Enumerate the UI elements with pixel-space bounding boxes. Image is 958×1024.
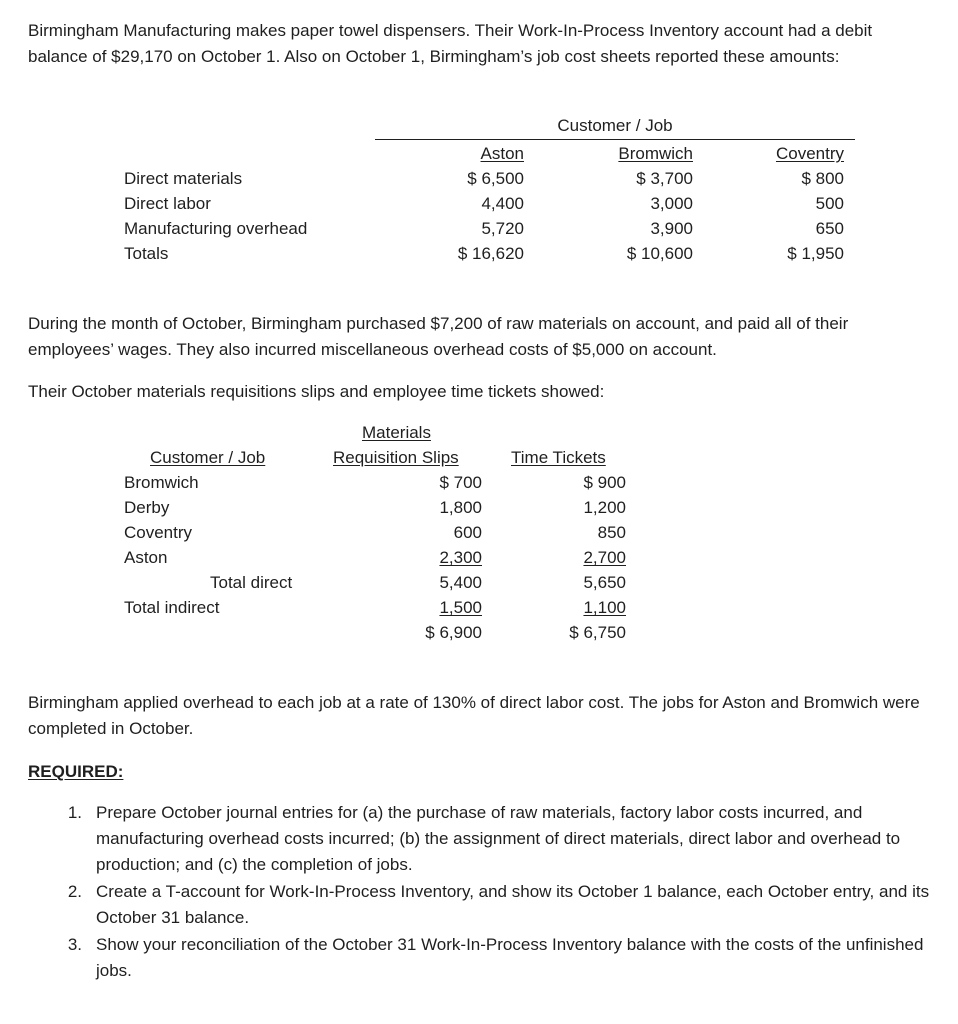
col-header-requisition-slips: Requisition Slips (333, 448, 459, 467)
col-header-customer-job: Customer / Job (150, 448, 266, 467)
required-list (52, 800, 932, 985)
row-label-bromwich: Bromwich (124, 473, 199, 492)
col-header-bromwich: Bromwich (618, 144, 693, 163)
cell-value: 3,900 (650, 219, 693, 238)
cell-value: 5,720 (481, 219, 524, 238)
row-label-direct-labor: Direct labor (124, 194, 211, 213)
col-header-aston: Aston (480, 144, 524, 163)
col-header-coventry: Coventry (775, 144, 844, 163)
row-label-manufacturing-overhead: Manufacturing overhead (124, 219, 308, 238)
row-label-total-indirect: Total indirect (124, 598, 220, 617)
materials-cell: 2,300 (439, 548, 482, 567)
list-item (52, 879, 932, 931)
intro-paragraph: Birmingham Manufacturing makes paper towel dispensers. Their Work-In-Process Inventory account had a debit balance of $29,170 on October 1. Also on October 1, Birmingham’s job cost sheets reported these amounts: (28, 21, 873, 66)
materials-cell: 5,400 (439, 573, 482, 592)
cell-value: 650 (815, 219, 844, 238)
col-header-materials: Materials (362, 423, 431, 442)
time-cell: 1,100 (583, 598, 626, 617)
item-number: 2. (67, 882, 82, 901)
col-header-time-tickets: Time Tickets (511, 448, 606, 467)
list-item (52, 800, 932, 878)
materials-cell: 600 (453, 523, 482, 542)
materials-grand-total: $ 6,900 (425, 623, 482, 642)
requisitions-intro: Their October materials requisitions slips and employee time tickets showed: (28, 382, 605, 401)
time-cell: 850 (597, 523, 626, 542)
item-text: Create a T-account for Work-In-Process Inventory, and show its October 1 balance, each October entry, and its October 31 balance. (96, 882, 930, 927)
materials-cell: 1,500 (439, 598, 482, 617)
item-text: Show your reconciliation of the October 31 Work-In-Process Inventory balance with the costs of the unfinished jobs. (96, 935, 924, 980)
row-label-total-direct: Total direct (210, 573, 293, 592)
time-cell-wrap (540, 548, 626, 568)
cell-value: $ 800 (801, 169, 844, 188)
list-item (52, 932, 932, 984)
materials-cell: $ 700 (439, 473, 482, 492)
materials-cell-wrap (400, 598, 482, 618)
time-grand-total: $ 6,750 (569, 623, 626, 642)
required-heading: REQUIRED: (28, 762, 124, 781)
item-number: 3. (67, 935, 82, 954)
cell-value: $ 3,700 (636, 169, 693, 188)
group-header-rule (375, 139, 855, 140)
cell-value: $ 6,500 (467, 169, 524, 188)
item-number: 1. (67, 803, 82, 822)
item-text: Prepare October journal entries for (a) the purchase of raw materials, factory labor costs incurred, and manufacturing overhead costs incurred; (b) the assignment of direct materials, direct labor and overhead to production; and (c) the completion of jobs. (96, 803, 901, 874)
customer-job-group-header: Customer / Job (557, 116, 673, 135)
overhead-paragraph: Birmingham applied overhead to each job at a rate of 130% of direct labor cost. The jobs for Aston and Bromwich were completed in October. (28, 693, 920, 738)
row-label-totals: Totals (124, 244, 169, 263)
materials-cell-wrap (400, 548, 482, 568)
row-label-derby: Derby (124, 498, 170, 517)
time-cell: 2,700 (583, 548, 626, 567)
time-cell-wrap (540, 598, 626, 618)
cell-value: 3,000 (650, 194, 693, 213)
cell-value: $ 16,620 (457, 244, 524, 263)
row-label-aston: Aston (124, 548, 168, 567)
time-cell: 1,200 (583, 498, 626, 517)
time-cell: $ 900 (583, 473, 626, 492)
purchases-paragraph: During the month of October, Birmingham purchased $7,200 of raw materials on account, and paid all of their employees’ wages. They also incurred miscellaneous overhead costs of $5,000 on account. (28, 314, 849, 359)
materials-cell: 1,800 (439, 498, 482, 517)
row-label-direct-materials: Direct materials (124, 169, 243, 188)
time-cell: 5,650 (583, 573, 626, 592)
row-label-coventry: Coventry (124, 523, 193, 542)
cell-value: 4,400 (481, 194, 524, 213)
cell-value: 500 (815, 194, 844, 213)
cell-value: $ 1,950 (787, 244, 844, 263)
cell-value: $ 10,600 (626, 244, 693, 263)
